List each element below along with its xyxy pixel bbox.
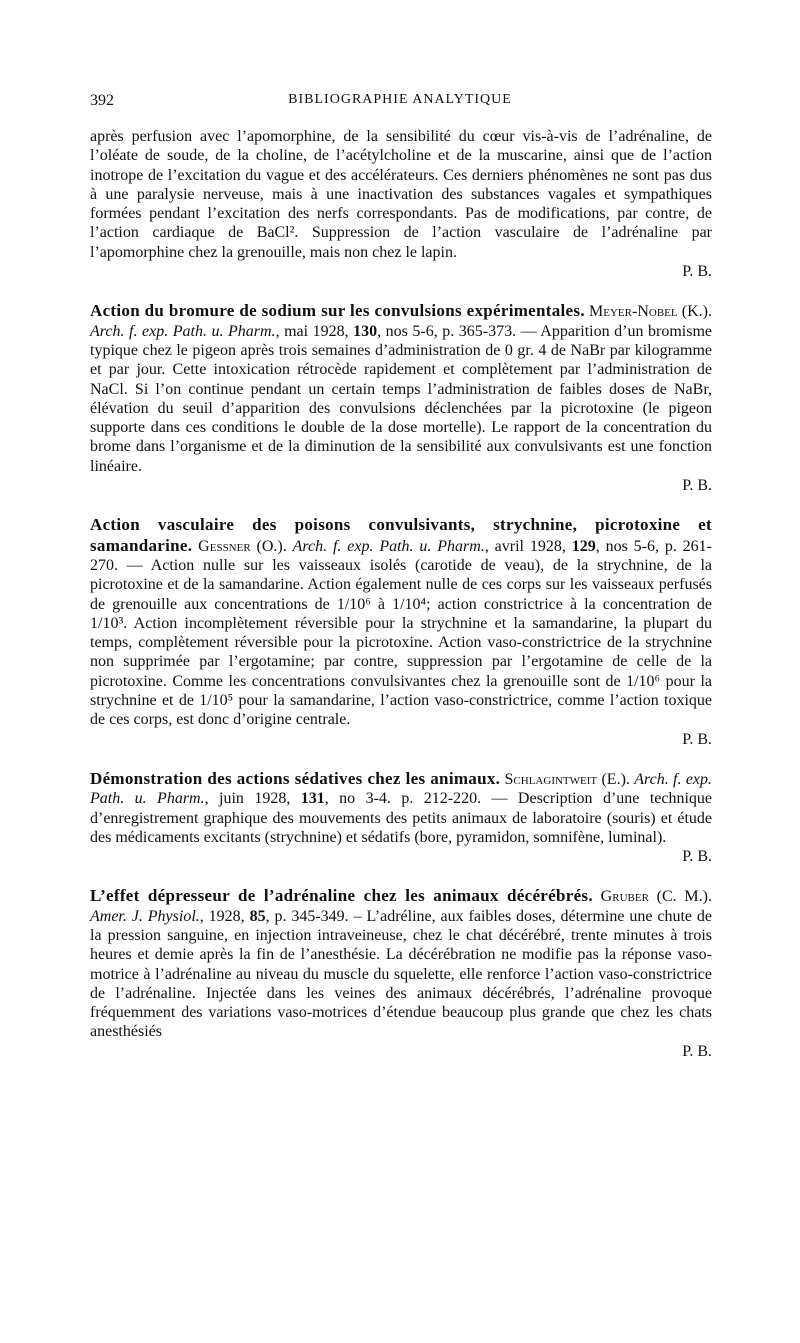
signature: P. B.: [682, 730, 712, 748]
entry-date: , mai 1928,: [275, 322, 354, 340]
abstract-entry: [90, 886, 712, 1061]
continuation-text: après perfusion avec l’apomorphine, de la sensibilité du cœur vis-à-vis de l’adrénaline, de l’oléate de soude, de la choline, de l’acétylcholine et de la muscarine, ainsi que de l’action inotrope de l’excitation du vague et des accélérateurs. Ces derniers phénomènes ne sont pas dus à une paralysie nerveuse, mais à une inactivation des substances vagales et sympathiques formées pendant l’excitation des nerfs correspondants. Pas de modifications, par contre, de l’action cardiaque de BaCl². Suppression de l’action vasculaire de l’adrénaline par l’apomorphine chez la grenouille, mais non chez le lapin.: [90, 128, 712, 261]
page-content: [90, 127, 712, 1061]
entry-initials: (O.).: [256, 537, 287, 555]
entry-author: Schlagintweit: [504, 770, 598, 788]
entry-author: Gessner: [198, 537, 251, 555]
entry-pages: , no 3-4. p. 212-220.: [324, 790, 482, 808]
entry-title: Action du bromure de sodium sur les convulsions expérimentales.: [90, 301, 585, 321]
entry-author: Gruber: [600, 888, 649, 906]
entry-pages: , nos 5-6, p. 261-270.: [90, 537, 713, 574]
entry-body: — Apparition d’un bromisme typique chez le pigeon après trois semaines d’administration de 0 gr. 4 de NaBr par kilogramme et par jour. Cette intoxication rétrocède rapidement et complètement par l’administration de NaCl. Si l’on continue pendant un certain temps l’administration de faibles doses de NaBr, élévation du seuil d’apparition des convulsions déclenchées par la picrotoxine (le pigeon supporte dans ces conditions le double de la dose mortelle). Le rapport de la concentration du brome dans l’organisme et de la diminution de la sensibilité aux convulsivants est une fonction linéaire.: [90, 322, 712, 475]
running-title: BIBLIOGRAPHIE ANALYTIQUE: [288, 92, 512, 107]
entry-initials: (C. M.).: [656, 888, 712, 906]
entry-volume: 130: [353, 322, 378, 340]
entry-title: L’effet dépresseur de l’adrénaline chez les animaux décérébrés.: [90, 886, 593, 906]
entry-body: – L’adréline, aux faibles doses, détermine une chute de la pression sanguine, en injection intraveineuse, chez le chat décérébré, trente minutes à trois heures et demie après la fin de l’anesthésie. La décérébration ne modifie pas la réponse vaso-motrice à l’adrénaline au niveau du muscle du squelette, elle renforce l’action vaso-constrictrice de l’adrénaline. Injectée dans les veines des animaux décérébrés, l’adrénaline provoque fréquemment des variations vaso-motrices d’étendue beaucoup plus grande que chez les chats anesthésiés: [90, 907, 713, 1041]
signature: P. B.: [682, 848, 712, 866]
entry-journal: Arch. f. exp. Path. u. Pharm.: [292, 537, 485, 555]
entry-date: , avril 1928,: [484, 537, 572, 555]
entry-date: , 1928,: [199, 907, 250, 925]
entry-initials: (E.).: [601, 770, 630, 788]
entry-volume: 131: [300, 790, 325, 808]
continuation-block: [90, 127, 712, 281]
signature: P. B.: [682, 477, 712, 495]
entry-body: — Description d’une technique d’enregistrement graphique des mouvements des petits animaux de laboratoire (souris) et étude des médicaments excitants (strychnine) et sédatifs (bore, pyramidon, somnifène, luminal).: [90, 790, 713, 846]
entry-journal: Arch. f. exp. Path. u. Pharm.: [90, 770, 713, 808]
signature: P. B.: [682, 263, 712, 281]
entry-title: Action vasculaire des poisons convulsivants, strychnine, picrotoxine et samandarine.: [90, 515, 712, 555]
abstract-entry: [90, 301, 712, 495]
entry-pages: , nos 5-6, p. 365-373.: [377, 322, 517, 340]
entry-volume: 85: [249, 907, 266, 925]
entry-author: Meyer-Nobel: [589, 303, 678, 321]
entry-initials: (K.).: [681, 303, 712, 321]
page-number: 392: [90, 92, 114, 109]
signature: P. B.: [682, 1042, 712, 1060]
abstract-entry: [90, 769, 712, 866]
page-header: [90, 92, 710, 114]
entry-journal: Arch. f. exp. Path. u. Pharm.: [90, 322, 276, 340]
entry-date: , juin 1928,: [204, 790, 301, 808]
entry-body: — Action nulle sur les vaisseaux isolés (carotide de veau), de la strychnine, de la picrotoxine et de la samandarine. Action également nulle de ces corps sur les vaisseaux perfusés de grenouille aux concentrations de 1/10⁶ à 1/10⁴; action constrictrice à la concentration de 1/10³. Action incomplètement réversible pour la strychnine et la samandarine, la plupart du temps, complètement réversible pour la picrotoxine. Action vaso-constrictrice de la strychnine non supprimée par l’ergotamine; par contre, suppression par l’ergotamine de celle de la picrotoxine. Comme les concentrations convulsivantes chez la grenouille sont de 1/10⁶ pour la strychnine et de 1/10⁵ pour la samandarine, l’action vaso-constrictrice, comme l’action toxique de ces corps, est donc d’origine centrale.: [90, 556, 712, 729]
entry-journal: Amer. J. Physiol.: [90, 907, 200, 925]
entry-pages: , p. 345-349.: [265, 907, 349, 925]
entry-title: Démonstration des actions sédatives chez les animaux.: [90, 768, 501, 788]
entry-volume: 129: [571, 537, 596, 555]
abstract-entry: [90, 515, 712, 749]
